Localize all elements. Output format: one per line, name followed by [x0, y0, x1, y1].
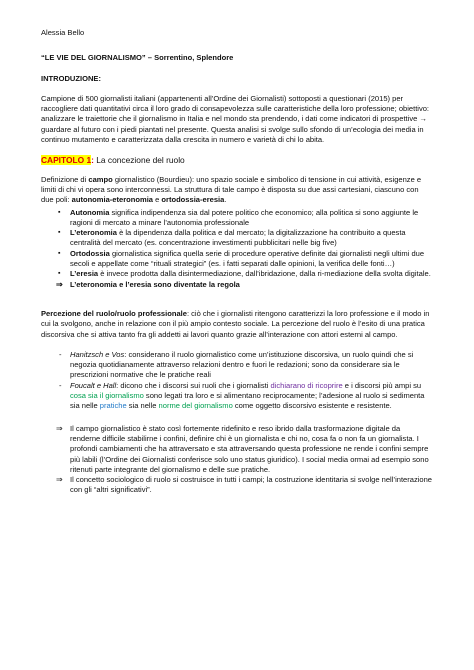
def-text: Definizione di: [41, 174, 89, 184]
dash-text: come oggetto discorsivo esistente e resistente.: [232, 401, 392, 411]
perception-paragraph: [41, 309, 432, 340]
bullet-list: [41, 208, 432, 290]
definition-paragraph: [41, 175, 432, 206]
list-item: [41, 269, 432, 279]
bullet-term: L’eteronomia: [70, 228, 117, 238]
bullet-term: Autonomia: [70, 207, 110, 217]
chapter-title: La concezione del ruolo: [93, 155, 185, 166]
chapter-colon: :: [91, 155, 94, 166]
bullet-text: giornalistica significa quella serie di procedure operative definite dai giornalisti negli ultimi due secoli e appellate come “rituali strategici” (es. i fatti separati dalle opinioni, la verifica delle fonti…): [70, 248, 425, 269]
chapter-number: 1: [86, 155, 92, 166]
list-item-arrow: ⇒ L’eteronomia e l’eresia sono diventate la regola: [41, 280, 432, 290]
document-title: “LE VIE DEL GIORNALISMO” – Sorrentino, Splendore: [41, 53, 234, 63]
bullet-text: significa indipendenza sia dal potere politico che economico; alla politica si sono aggiunte le ragioni di mercato a minare l’autonomia professionale: [70, 207, 419, 227]
highlight-purple: dichiarano di ricoprire: [270, 380, 343, 390]
dash-text: : dicono che i discorsi sui ruoli che i giornalisti: [116, 380, 271, 390]
dash-text: : considerano il ruolo giornalistico come un’istituzione discorsiva, un ruolo quindi che si negozia quotidianamente attraverso relazioni dentro e fuori le redazioni; sono da considerare sia le prescrizioni normative che le pratiche reali: [70, 349, 414, 380]
spacer: [41, 412, 432, 422]
highlight-green: cosa sia il giornalismo: [70, 391, 144, 401]
author-ref: Hanitzsch e Vos: [70, 349, 125, 359]
intro-text-1: Campione di 500 giornalisti italiani (appartenenti all’Ordine dei Giornalisti) sottoposti a questionari (2015) per raccogliere dati quantitativi circa il loro grado di consapevolezza sulle caratteristiche della loro professione; obiettivo: analizzare le traiettorie che il giornalismo in Italia e nel mondo sta prendendo, i dati come indicatori di prospettive: [41, 93, 430, 124]
perception-text: : ciò che i giornalisti ritengono caratterizzi la loro professione e il modo in cui la svolgono, anche in relazione con il più ampio contesto sociale. La percezione del ruolo è l’esito di una pratica discorsiva che si attiva tanto fra gli addetti ai lavori quanto grazie all’interazione con attori esterni al campo.: [41, 308, 430, 339]
arrow-symbol: →: [419, 114, 427, 124]
arrow-list: [41, 424, 432, 496]
dash-list: [41, 350, 432, 412]
intro-paragraph: [41, 94, 432, 145]
dash-text: e i discorsi più ampi su: [342, 380, 422, 390]
list-item: ⇒ Il campo giornalistico è stato così fortemente ridefinito e reso ibrido dalla trasformazione digitale da renderne difficile stabilirne i confini, definire chi è un giornalista e chi no, cosa fa o non fa un giornalista. I profondi cambiamenti che ha attraversato e sta attraversando questa professione ne rende i confini sempre più labili (l’Ordine dei Giornalisti conferisce solo uno status giuridico). I social media ormai ad esempio sono ritenuti parte integrante del giornalismo e delle sue pratiche.: [41, 424, 432, 475]
def-text: giornalistico (Bourdieu): uno spazio sociale e simbolico di tensione in cui attività, esigenze e limiti di chi vi opera sono interconnessi. La struttura di tale campo è disposta su due assi cartesiani, ciascuno con due poli:: [41, 174, 422, 205]
bullet-text: è la dipendenza dalla politica e dal mercato; la digitalizzazione ha contribuito a questa centralità del mercato (es. concentrazione investimenti pubblicitari nelle big five): [70, 228, 406, 248]
def-campo: campo: [88, 174, 113, 184]
bullet-term: L’eresia: [70, 269, 99, 279]
bullet-text: è invece prodotta dalla disintermediazione, dall’ibridazione, dalla ri-mediazione della svolta digitale.: [98, 269, 431, 279]
def-axis-1: autonomia-eteronomia: [71, 195, 153, 205]
list-item: ⇒ Il concetto sociologico di ruolo si costruisce in tutti i campi; la costruzione identitaria si svolge nell’interazione con gli “altri significativi”.: [41, 475, 432, 496]
list-item: [41, 228, 432, 249]
perception-term: Percezione del ruolo/ruolo professionale: [41, 308, 187, 318]
author-name: Alessia Bello: [41, 28, 85, 37]
def-text: .: [224, 195, 227, 205]
chapter-heading: [41, 155, 432, 165]
def-axis-2: ortodossia-eresia: [161, 195, 225, 205]
bullet-term: Ortodossia: [70, 248, 110, 258]
spacer: [41, 290, 432, 309]
list-item: [41, 350, 432, 381]
highlight-blue: pratiche: [99, 401, 127, 411]
list-item: [41, 249, 432, 270]
list-item: [41, 208, 432, 229]
highlight-green: norme del giornalismo: [158, 401, 233, 411]
def-text: e: [153, 195, 162, 205]
dash-text: sia nelle: [126, 401, 159, 411]
chapter-label: CAPITOLO: [41, 155, 85, 166]
list-item: [41, 381, 432, 412]
intro-text-2: guardare al futuro con i piedi piantati nel presente. Questa analisi si svolge sullo sfondo di un’ecologia dei media in continuo mutamento e caratterizzata dalla crescita in numero e varietà di chi lo abita.: [41, 124, 424, 145]
author-ref: Foucalt e Hall: [70, 380, 117, 390]
intro-heading: INTRODUZIONE:: [41, 73, 101, 83]
dash-text: sono legati tra loro e si alimentano reciprocamente; l’adesione al ruolo si sedimenta sia nelle: [70, 391, 425, 411]
